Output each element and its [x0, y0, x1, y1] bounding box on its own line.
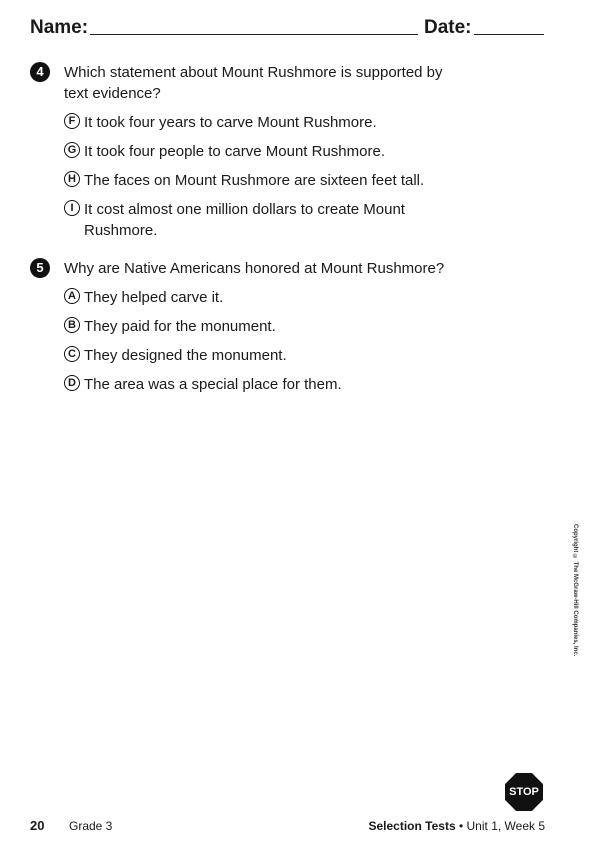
answer-bubble[interactable]: F: [64, 113, 80, 129]
answer-bubble[interactable]: C: [64, 346, 80, 362]
page-header: [30, 14, 544, 42]
answer-choice-a[interactable]: [64, 287, 434, 308]
question-number-badge: 5: [30, 258, 50, 278]
answer-bubble[interactable]: G: [64, 142, 80, 158]
answer-choice-h[interactable]: [64, 170, 434, 191]
answer-choice-d[interactable]: [64, 374, 434, 395]
answer-text: The faces on Mount Rushmore are sixteen feet tall.: [84, 172, 425, 189]
stop-sign-icon: [505, 773, 543, 811]
question-text: Which statement about Mount Rushmore is supported by text evidence?: [64, 64, 443, 102]
section-title: Selection Tests: [368, 819, 456, 833]
answer-bubble[interactable]: I: [64, 200, 80, 216]
date-label: Date:: [424, 17, 472, 38]
answer-choice-g[interactable]: [64, 141, 434, 162]
name-field-line[interactable]: [90, 34, 418, 35]
answer-choice-c[interactable]: [64, 345, 434, 366]
stop-sign-label: STOP: [509, 786, 539, 798]
answer-text: It took four people to carve Mount Rushmore.: [84, 143, 385, 160]
answer-bubble[interactable]: D: [64, 375, 80, 391]
answer-bubble[interactable]: A: [64, 288, 80, 304]
answer-choice-b[interactable]: [64, 316, 434, 337]
copyright-notice: Copyright © The McGraw-Hill Companies, Inc.: [572, 524, 578, 657]
answer-bubble[interactable]: H: [64, 171, 80, 187]
answer-text: They helped carve it.: [84, 289, 224, 306]
date-field-line[interactable]: [474, 34, 544, 35]
answer-text: It took four years to carve Mount Rushmore.: [84, 114, 377, 131]
answer-choice-f[interactable]: [64, 112, 434, 133]
answer-choice-i[interactable]: [64, 199, 434, 241]
grade-label: Grade 3: [69, 819, 113, 833]
answer-text: They paid for the monument.: [84, 318, 276, 335]
question-5: [30, 258, 470, 398]
answer-text: The area was a special place for them.: [84, 376, 342, 393]
footer-bullet: •: [458, 819, 464, 833]
answer-text: They designed the monument.: [84, 347, 287, 364]
question-number-badge: 4: [30, 62, 50, 82]
unit-week-label: Unit 1, Week 5: [466, 819, 545, 833]
answer-bubble[interactable]: B: [64, 317, 80, 333]
answer-text: It cost almost one million dollars to create Mount Rushmore.: [84, 201, 405, 239]
footer-section: [368, 818, 545, 834]
question-text: Why are Native Americans honored at Mount Rushmore?: [64, 260, 445, 277]
name-label: Name:: [30, 17, 89, 38]
question-4: [30, 62, 470, 242]
page-number: 20: [30, 818, 45, 833]
